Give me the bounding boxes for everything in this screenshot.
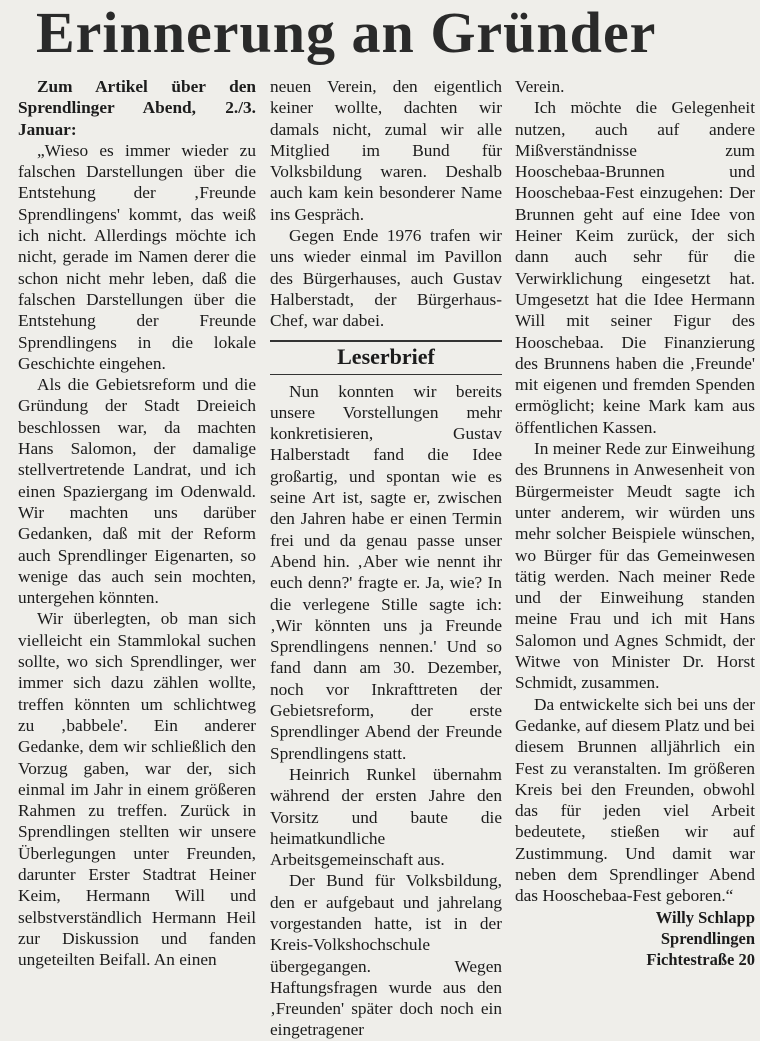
paragraph: Wir überlegten, ob man sich vielleicht ein Stammlokal suchen sollte, wo sich Sprendlinger, wer immer sich dazu zählen wollte, treffen könnten um schlichtweg zu ‚babbele'. Ein anderer Gedanke, dem wir schließlich den Vorzug gaben, war der, sich einmal im Jahr in einem größeren Rahmen zu treffen. Zurück in Sprendlingen stellten wir unsere Überlegungen unter Freunden, darunter Erster Stadtrat Heiner Keim, Hermann Will und selbstverständlich Hermann Heil zur Diskussion und fanden ungeteilten Beifall. An einen bbox=[18, 609, 256, 970]
paragraph: Heinrich Runkel übernahm während der ersten Jahre den Vorsitz und baute die heimatkundliche Arbeitsgemeinschaft aus. bbox=[270, 764, 502, 870]
paragraph: Verein. bbox=[515, 77, 565, 96]
signature-name: Willy Schlapp bbox=[655, 907, 755, 927]
section-label: Leserbrief bbox=[337, 343, 435, 369]
paragraph: Da entwickelte sich bei uns der Gedanke, auf diesem Platz und bei diesem Brunnen alljährlich ein Fest zu veranstalten. Im größeren Kreis bei den Freunden, obwohl das für jeden viel Arbeit bedeutete, stießen wir auf Zustimmung. Und damit war neben dem Sprendlinger Abend das Hooschebaa-Fest geboren.“ bbox=[515, 694, 755, 906]
paragraph: Als die Gebietsreform und die Gründung der Stadt Dreieich beschlossen war, da machten Hans Salomon, der damalige stellvertretende Landrat, und ich einen Spaziergang im Odenwald. Wir machten uns darüber Gedanken, daß mit der Reform auch Sprendlinger Eigenarten, so wenige das auch sein mochten, untergehen könnten. bbox=[18, 375, 256, 608]
paragraph: Ich möchte die Gelegenheit nutzen, auch auf andere Mißverständnisse zum Hooschebaa-Brunnen und Hooschebaa-Fest einzugehen: Der Brunnen geht auf eine Idee von Heiner Keim zurück, der sich dann auch sehr für die Verwirklichung eingesetzt hat. Umgesetzt hat die Idee Hermann Will mit seiner Figur des Hooschebaa. Die Finanzierung des Brunnens haben die ‚Freunde' mit eigenen und fremden Spenden ermöglicht; keine Mark kam aus öffentlichen Kassen. bbox=[515, 98, 755, 437]
paragraph: neuen Verein, den eigentlich keiner wollte, dachten wir damals nicht, zumal wir alle Mitglied im Bund für Volksbildung waren. Deshalb auch kam kein besonderer Name ins Gespräch. bbox=[270, 77, 502, 224]
paragraph: Der Bund für Volksbildung, den er aufgebaut und jahrelang vorgestanden hatte, ist in der Kreis-Volkshochschule übergegangen. Wegen Haftungsfragen wurde aus den ‚Freunden' später doch noch ein eingetragener bbox=[270, 871, 502, 1040]
article-headline: Erinnerung an Gründer bbox=[36, 0, 657, 65]
section-divider-bottom bbox=[270, 374, 502, 375]
paragraph: Gegen Ende 1976 trafen wir uns wieder einmal im Pavillon des Bürgerhauses, auch Gustav Halberstadt, der Bürgerhaus-Chef, war dabei. bbox=[270, 226, 502, 331]
article-intro: Zum Artikel über den Sprendlinger Abend, 2./3. Januar: bbox=[18, 77, 256, 139]
paragraph: In meiner Rede zur Einweihung des Brunnens in Anwesenheit von Bürgermeister Meudt sagte ich unter anderem, wir würden uns mehr solcher Beispiele wünschen, wo Bürger für das Gemeinwesen tätig werden. Nach meiner Rede und der Einweihung standen meine Frau und ich mit Hans Salomon und Agnes Schmidt, der Witwe von Minister Dr. Horst Schmidt, zusammen. bbox=[515, 439, 755, 693]
column-1 bbox=[18, 76, 256, 970]
paragraph: Nun konnten wir bereits unsere Vorstellungen mehr konkretisieren, Gustav Halberstadt fand die Idee großartig, und spontan wie es seine Art ist, sagte er, zwischen den Jahren habe er einen Termin frei und da genau passe unser Abend hin. ‚Aber wie nennt ihr euch denn?' fragte er. Ja, wie? In die verlegene Stille sagte ich: ‚Wir könnten uns ja Freunde Sprendlingens nennen.' Und so fand dann am 30. Dezember, noch vor Inkrafttreten der Gebietsreform, der erste Sprendlinger Abend der Freunde Sprendlingens statt. bbox=[270, 381, 502, 763]
signature-town: Sprendlingen bbox=[660, 928, 755, 948]
signature-street: Fichtestraße 20 bbox=[646, 949, 755, 969]
paragraph: „Wieso es immer wieder zu falschen Darstellungen über die Entstehung der ‚Freunde Sprendlingens' kommt, das weiß ich nicht. Allerdings möchte ich nicht, gerade im Namen derer die schon nicht mehr leben, daß die falschen Darstellungen über die Entstehung der Freunde Sprendlingens in die lokale Geschichte eingehen. bbox=[18, 140, 256, 373]
column-2 bbox=[270, 76, 502, 1041]
column-3 bbox=[515, 76, 755, 970]
